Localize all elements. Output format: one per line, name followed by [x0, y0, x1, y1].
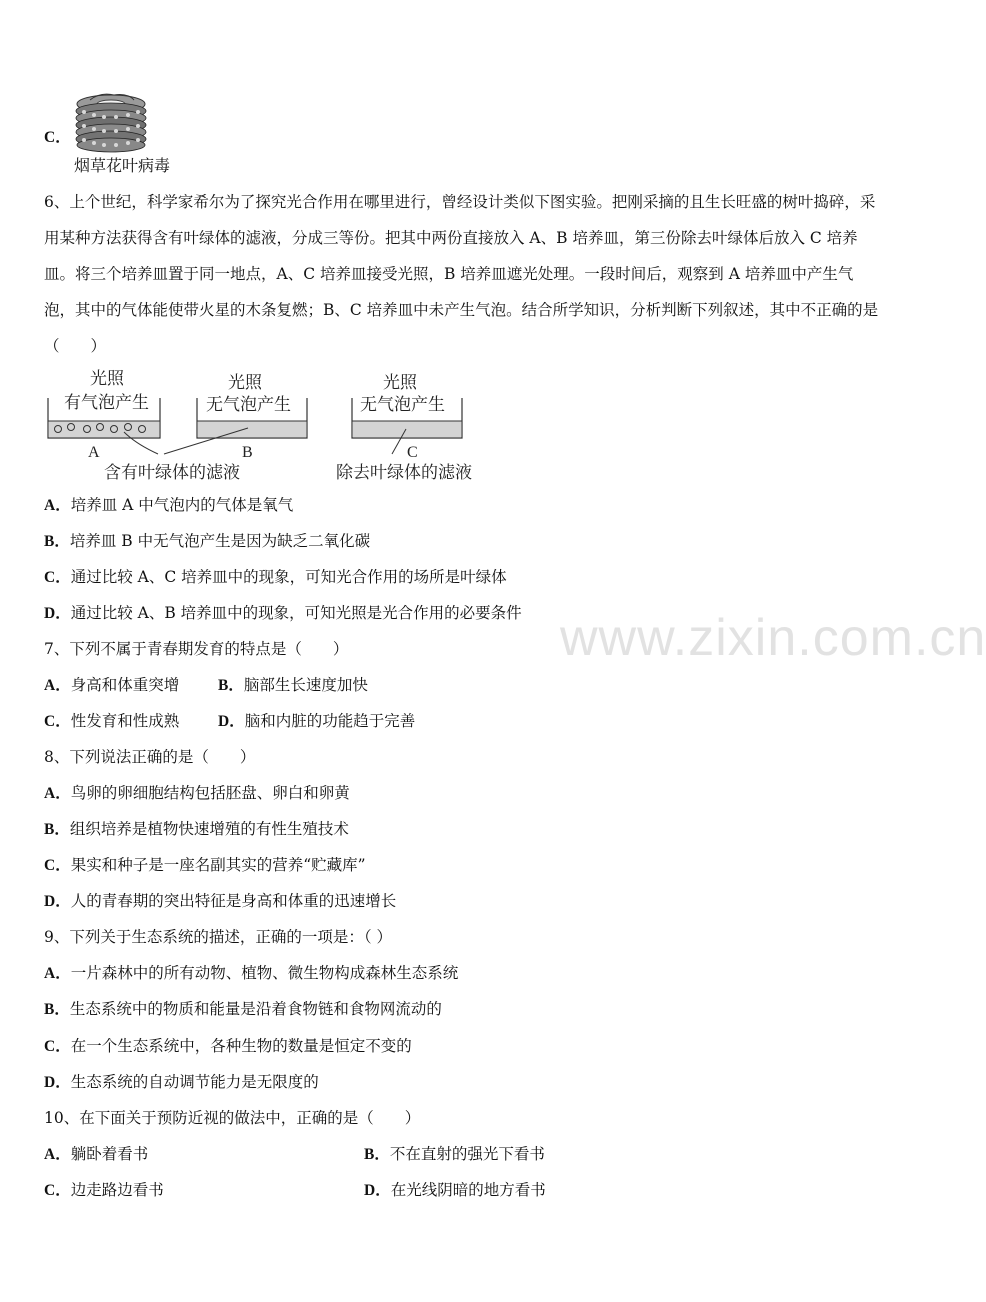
q9-question: 9、下列关于生态系统的描述，正确的一项是：（ ）: [44, 928, 393, 946]
dish-a-result-label: 有气泡产生: [64, 393, 149, 413]
q6-option-b: B．培养皿 B 中无气泡产生是因为缺乏二氧化碳: [44, 532, 371, 550]
dish-a: [48, 369, 160, 461]
dish-c-result-label: 无气泡产生: [360, 395, 445, 415]
q6-experiment-diagram: [40, 366, 520, 488]
label-with-chloroplast: 含有叶绿体的滤液: [104, 463, 240, 483]
dish-a-letter: A: [88, 444, 100, 461]
dish-b-result-label: 无气泡产生: [206, 395, 291, 415]
dish-c-letter: C: [407, 444, 418, 461]
dish-c: [352, 373, 462, 461]
q9-option-c: C．在一个生态系统中，各种生物的数量是恒定不变的: [44, 1037, 412, 1055]
q6-option-a: A．培养皿 A 中气泡内的气体是氧气: [44, 496, 294, 514]
q7-option-c: C．性发育和性成熟: [44, 712, 180, 730]
watermark: www.zixin.com.cn: [560, 609, 986, 667]
q6-option-c: C．通过比较 A、C 培养皿中的现象，可知光合作用的场所是叶绿体: [44, 568, 507, 586]
q6-question-text: 6、上个世纪，科学家希尔为了探究光合作用在哪里进行，曾经设计类似下图实验。把刚采摘的且生长旺盛的树叶捣碎，采用某种方法获得含有叶绿体的滤液，分成三等份。把其中两份直接放入 A、B 培养皿，第三份除去叶绿体后放入 C 培养皿。将三个培养皿置于同一地点，A、C 培养皿接受光照，B 培养皿遮光处理。一段时间后，观察到 A 培养皿中产生气泡，其中的气体能使带火星的木条复燃；B、C 培养皿中未产生气泡。结合所学知识，分析判断下列叙述，其中不正确的是（ ）: [44, 193, 879, 355]
q8-question: 8、下列说法正确的是（ ）: [44, 748, 256, 766]
dish-c-light-label: 光照: [383, 373, 417, 393]
dish-a-light-label: 光照: [90, 369, 124, 389]
q8-option-a: A．鸟卵的卵细胞结构包括胚盘、卵白和卵黄: [44, 784, 350, 802]
dish-b-letter: B: [242, 444, 253, 461]
q10-question: 10、在下面关于预防近视的做法中，正确的是（ ）: [44, 1109, 421, 1127]
q9-option-a: A．一片森林中的所有动物、植物、微生物构成森林生态系统: [44, 964, 459, 982]
q8-option-c: C．果实和种子是一座名副其实的营养“贮藏库”: [44, 856, 366, 874]
q9-option-d: D．生态系统的自动调节能力是无限度的: [44, 1073, 319, 1091]
q8-option-d: D．人的青春期的突出特征是身高和体重的迅速增长: [44, 892, 397, 910]
q7-option-b: B．脑部生长速度加快: [218, 676, 368, 694]
q10-option-d: D．在光线阴暗的地方看书: [364, 1181, 546, 1199]
dish-b-light-label: 光照: [228, 373, 262, 393]
q7-option-d: D．脑和内脏的功能趋于完善: [218, 712, 416, 730]
q10-option-c: C．边走路边看书: [44, 1181, 164, 1199]
q10-option-b: B．不在直射的强光下看书: [364, 1145, 545, 1163]
q8-option-b: B．组织培养是植物快速增殖的有性生殖技术: [44, 820, 349, 838]
q6-question: [44, 184, 880, 364]
label-without-chloroplast: 除去叶绿体的滤液: [336, 463, 472, 483]
q9-option-b: B．生态系统中的物质和能量是沿着食物链和食物网流动的: [44, 1000, 442, 1018]
q6-option-d: D．通过比较 A、B 培养皿中的现象，可知光照是光合作用的必要条件: [44, 604, 522, 622]
q5-option-c-caption: 烟草花叶病毒: [74, 156, 171, 175]
q5-option-c-letter: C．: [44, 129, 71, 146]
tobacco-mosaic-virus-image: [70, 88, 152, 158]
q7-option-a: A．身高和体重突增: [44, 676, 180, 694]
dish-b: [197, 373, 307, 461]
q7-question: 7、下列不属于青春期发育的特点是（ ）: [44, 640, 349, 658]
q10-option-a: A．躺卧着看书: [44, 1145, 149, 1163]
